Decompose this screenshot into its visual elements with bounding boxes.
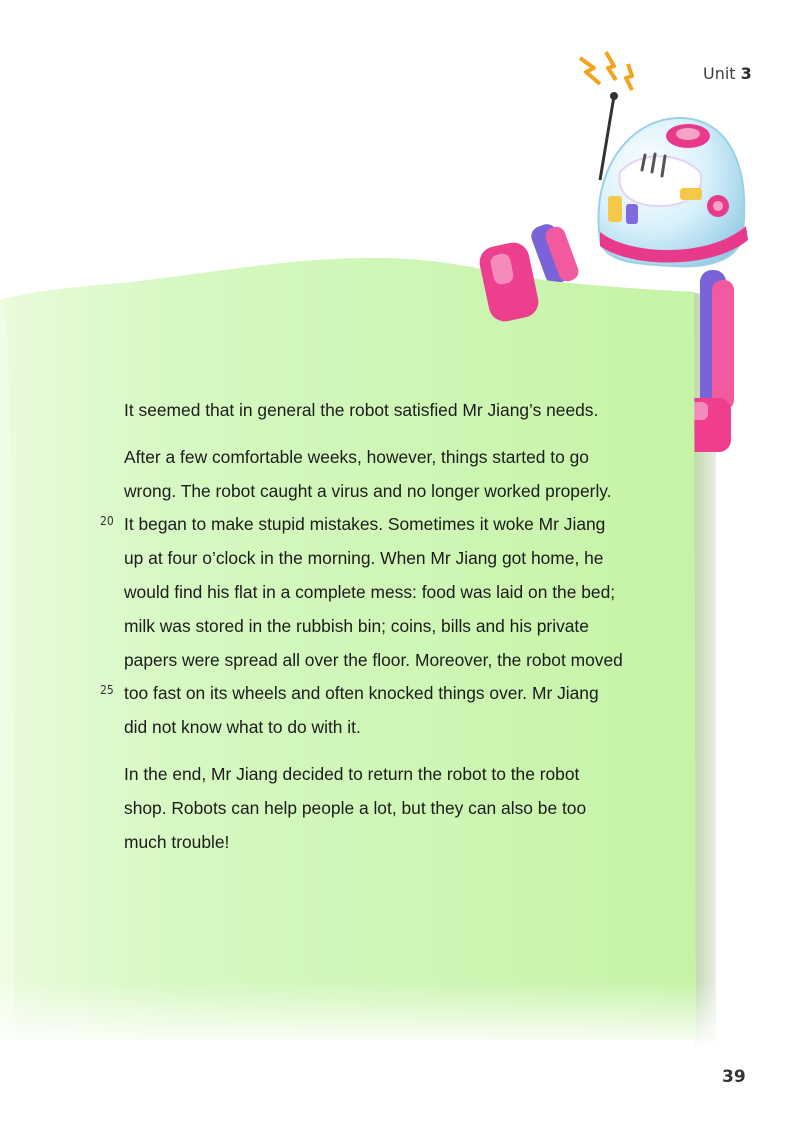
robot-illustration bbox=[529, 52, 748, 287]
paragraph-2 bbox=[124, 441, 664, 745]
spark-icon bbox=[580, 52, 632, 90]
text-line: It began to make stupid mistakes. Sometimes it woke Mr Jiang bbox=[124, 514, 606, 535]
text-line: shop. Robots can help people a lot, but they can also be too bbox=[124, 797, 587, 818]
text-line: did not know what to do with it. bbox=[124, 717, 361, 738]
text-line: would find his flat in a complete mess: food was laid on the bed; bbox=[124, 581, 616, 602]
page-number: 39 bbox=[722, 1067, 746, 1087]
text-line: It seemed that in general the robot satisfied Mr Jiang’s needs. bbox=[124, 400, 599, 420]
paragraph-1 bbox=[124, 394, 664, 428]
text-line: much trouble! bbox=[124, 831, 230, 852]
story-text bbox=[124, 394, 664, 872]
text-line: wrong. The robot caught a virus and no longer worked properly. bbox=[124, 480, 612, 501]
unit-word: Unit bbox=[703, 64, 736, 83]
text-line: too fast on its wheels and often knocked things over. Mr Jiang bbox=[124, 683, 599, 704]
text-line: In the end, Mr Jiang decided to return the robot to the robot bbox=[124, 763, 580, 784]
unit-number: 3 bbox=[740, 64, 752, 83]
text-line: After a few comfortable weeks, however, things started to go bbox=[124, 446, 589, 467]
line-number-25: 25 bbox=[100, 683, 114, 697]
text-line: up at four o’clock in the morning. When Mr Jiang got home, he bbox=[124, 548, 604, 569]
paragraph-3 bbox=[124, 758, 664, 859]
text-line: papers were spread all over the floor. Moreover, the robot moved bbox=[124, 649, 623, 670]
line-number-20: 20 bbox=[100, 514, 114, 528]
text-line: milk was stored in the rubbish bin; coins, bills and his private bbox=[124, 615, 589, 636]
